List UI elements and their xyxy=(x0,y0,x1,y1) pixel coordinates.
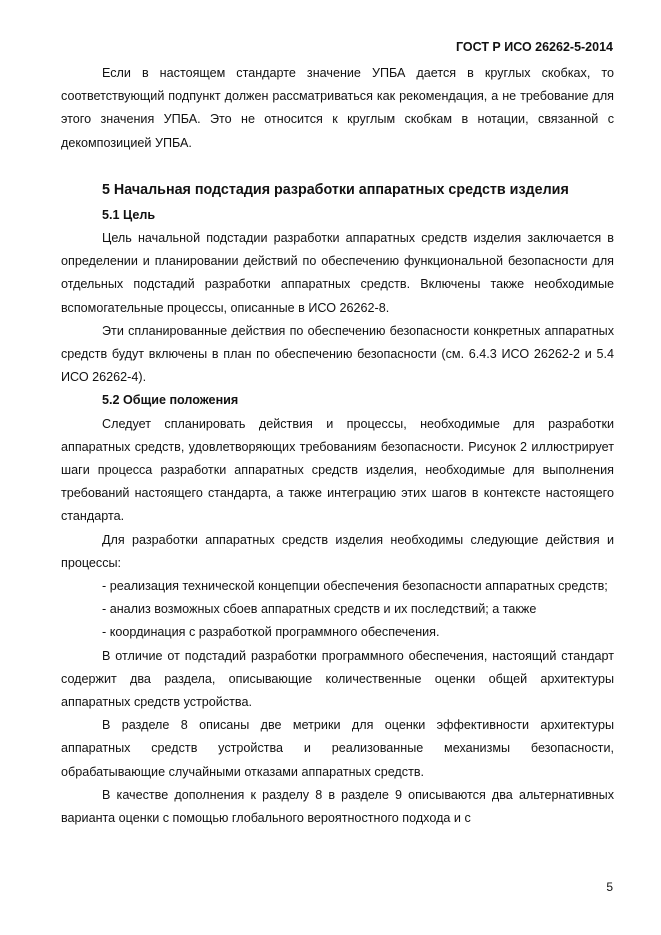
section-heading: 5 Начальная подстадия разработки аппаратных средств изделия xyxy=(102,181,569,198)
subsection-heading: 5.2 Общие положения xyxy=(102,393,239,408)
paragraph: Если в настоящем стандарте значение УПБА дается в круглых скобках, то соответствующий подпункт должен рассматриваться как рекомендация, а не требование для этого значения УПБА. Это не относится к круглым скобкам в нотации, связанной с декомпозицией УПБА. xyxy=(61,66,614,150)
list-item: - анализ возможных сбоев аппаратных средств и их последствий; а также xyxy=(102,602,537,617)
subsection-heading: 5.1 Цель xyxy=(102,207,156,222)
paragraph: В отличие от подстадий разработки программного обеспечения, настоящий стандарт содержит два раздела, описывающие количественные оценки общей архитектуры аппаратных средств устройства. xyxy=(61,648,614,710)
paragraph: Следует спланировать действия и процессы, необходимые для разработки аппаратных средств, удовлетворяющих требованиям безопасности. Рисунок 2 иллюстрирует шаги процесса разработки аппаратных средств изделия, необходимые для выполнения требований настоящего стандарта, а также интеграцию этих шагов в контексте настоящего стандарта. xyxy=(61,416,614,524)
paragraph: Эти спланированные действия по обеспечению безопасности конкретных аппаратных средств будут включены в план по обеспечению безопасности (см. 6.4.3 ИСО 26262-2 и 5.4 ИСО 26262-4). xyxy=(61,323,614,385)
list-item: - реализация технической концепции обеспечения безопасности аппаратных средств; xyxy=(102,579,608,594)
document-header: ГОСТ Р ИСО 26262-5-2014 xyxy=(455,40,613,54)
list-item: - координация с разработкой программного обеспечения. xyxy=(102,625,440,640)
paragraph: Для разработки аппаратных средств изделия необходимы следующие действия и процессы: xyxy=(61,532,614,570)
paragraph: В разделе 8 описаны две метрики для оценки эффективности архитектуры аппаратных средств устройства и реализованные механизмы безопасности, обрабатывающие случайными отказами аппаратных средств. xyxy=(61,718,614,779)
page-number: 5 xyxy=(606,880,613,894)
paragraph: Цель начальной подстадии разработки аппаратных средств изделия заключается в определении и планировании действий по обеспечению функциональной безопасности для отдельных подстадий разработки аппаратных средств. Включены также необходимые вспомогательные процессы, описанные в ИСО 26262-8. xyxy=(61,231,614,315)
document-body xyxy=(61,62,614,830)
paragraph: В качестве дополнения к разделу 8 в разделе 9 описываются два альтернативных варианта оценки с помощью глобального вероятностного подхода и с xyxy=(61,787,614,826)
